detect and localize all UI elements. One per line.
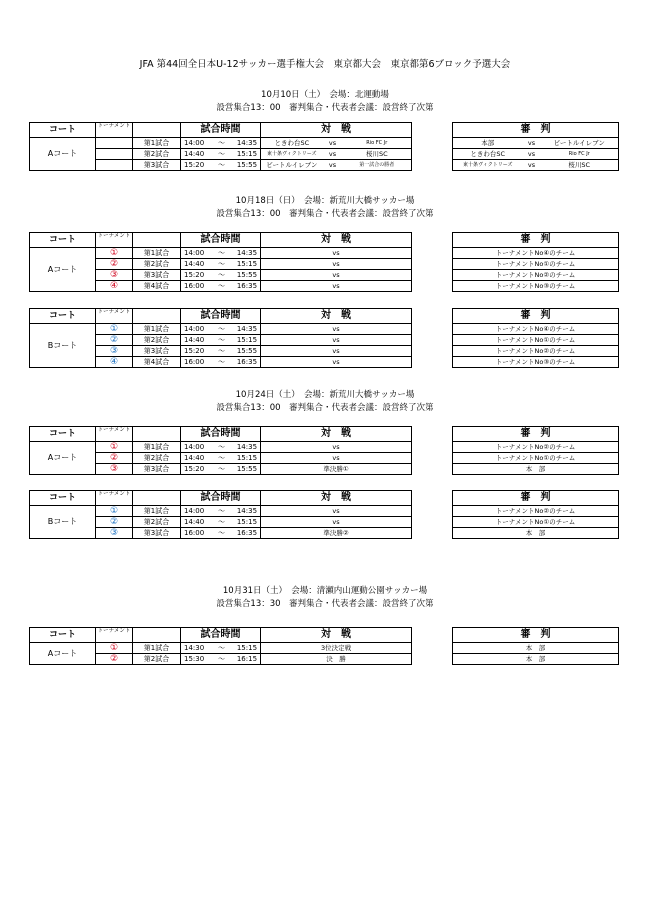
table-row (453, 442, 619, 453)
day-assembly: 設営集合13：00 審判集合・代表者会議：設営終了次第 (216, 403, 434, 413)
table-cell: ～ (215, 464, 229, 475)
table-cell: 14:30 (181, 643, 215, 654)
table-cell: ① (96, 248, 133, 259)
table-cell: 15:20 (181, 464, 215, 475)
table-cell (133, 628, 181, 643)
table-row (453, 138, 619, 149)
table-cell: 桜川SC (541, 160, 619, 171)
table-cell: トーナメントNo②のチーム (453, 442, 619, 453)
table-cell: vs (323, 149, 343, 160)
table-cell: 本部 (453, 138, 523, 149)
table-cell: 決 勝 (261, 654, 412, 665)
table-row (30, 427, 412, 442)
day-header (0, 195, 650, 221)
header-match: 対 戦 (261, 123, 412, 138)
table-cell: vs (261, 453, 412, 464)
day-venue: 10月10日（土） 会場：北運動場 (261, 90, 389, 100)
table-row (453, 517, 619, 528)
table-cell: ② (96, 654, 133, 665)
table-cell: ～ (215, 335, 229, 346)
table-cell: トーナメント (96, 427, 133, 442)
table-cell: ～ (215, 270, 229, 281)
table-cell: 14:35 (229, 506, 261, 517)
table-cell: 対 戦 (261, 233, 412, 248)
table-cell: ～ (215, 528, 229, 539)
table-cell: vs (261, 248, 412, 259)
table-cell: コート (30, 233, 96, 248)
table-cell: ビートルイレブン (541, 138, 619, 149)
table-cell: 第3試合 (133, 160, 181, 171)
table-cell: 対 戦 (261, 427, 412, 442)
table-row (453, 248, 619, 259)
table-cell: ～ (215, 357, 229, 368)
table-cell: 本 部 (453, 643, 619, 654)
table-cell (133, 309, 181, 324)
table-cell: ～ (215, 160, 229, 171)
table-cell: ～ (215, 149, 229, 160)
table-cell: ② (96, 517, 133, 528)
table-row (30, 324, 412, 335)
table-cell: コート (30, 309, 96, 324)
table-row (30, 442, 412, 453)
table-cell: vs (323, 160, 343, 171)
table-cell: 準決勝① (261, 464, 412, 475)
table-cell (133, 491, 181, 506)
table-cell: ～ (215, 517, 229, 528)
schedule-table (29, 232, 412, 292)
table-cell: 15:15 (229, 259, 261, 270)
table-cell: コート (30, 491, 96, 506)
table-cell: ④ (96, 281, 133, 292)
table-cell: 第1試合 (133, 324, 181, 335)
table-cell: トーナメントNo①のチーム (453, 259, 619, 270)
table-row (453, 427, 619, 442)
header-referee: 審 判 (453, 123, 619, 138)
table-cell: 14:00 (181, 442, 215, 453)
table-row (453, 149, 619, 160)
table-cell: ～ (215, 324, 229, 335)
table-cell: vs (261, 324, 412, 335)
table-cell (133, 427, 181, 442)
table-cell: 東十条ヴィクトリーズ (261, 149, 323, 160)
table-cell: 審 判 (453, 309, 619, 324)
table-cell: トーナメントNo③のチーム (453, 281, 619, 292)
table-cell: 15:15 (229, 453, 261, 464)
table-cell: ～ (215, 643, 229, 654)
court-label: Aコート (30, 442, 96, 475)
referee-table (452, 122, 619, 171)
table-cell: 第4試合 (133, 281, 181, 292)
table-cell: トーナメント (96, 628, 133, 643)
table-row (30, 138, 412, 149)
table-cell: ① (96, 643, 133, 654)
table-cell: ④ (96, 357, 133, 368)
table-row (453, 259, 619, 270)
table-cell: トーナメントNo①のチーム (453, 335, 619, 346)
table-cell: 16:35 (229, 357, 261, 368)
referee-table (452, 232, 619, 292)
table-row (453, 628, 619, 643)
table-cell: 15:55 (229, 464, 261, 475)
table-cell: 対 戦 (261, 491, 412, 506)
table-cell: 第1試合 (133, 248, 181, 259)
table-cell: 14:00 (181, 324, 215, 335)
table-cell: トーナメントNo④のチーム (453, 324, 619, 335)
day-assembly: 設営集合13：00 審判集合・代表者会議：設営終了次第 (216, 103, 434, 113)
table-cell: 試合時間 (181, 491, 261, 506)
header-court: コート (30, 123, 96, 138)
table-cell: 15:15 (229, 335, 261, 346)
table-cell: 16:00 (181, 528, 215, 539)
table-cell: トーナメントNo②のチーム (453, 270, 619, 281)
table-cell (96, 160, 133, 171)
table-cell: 14:35 (229, 138, 261, 149)
table-cell: 第一試合の勝者 (343, 160, 412, 171)
day-assembly: 設営集合13：00 審判集合・代表者会議：設営終了次第 (216, 209, 434, 219)
table-cell: ② (96, 335, 133, 346)
table-cell: 15:15 (229, 643, 261, 654)
table-cell: ～ (215, 442, 229, 453)
table-cell: トーナメント (96, 309, 133, 324)
table-cell: ～ (215, 346, 229, 357)
day-header (0, 389, 650, 415)
table-cell (96, 149, 133, 160)
table-cell: vs (261, 517, 412, 528)
table-cell: 15:20 (181, 346, 215, 357)
table-cell: Rio FC Jr (541, 149, 619, 160)
table-cell: 16:00 (181, 281, 215, 292)
table-cell: 本 部 (453, 654, 619, 665)
table-cell: 14:35 (229, 324, 261, 335)
table-cell: 15:30 (181, 654, 215, 665)
table-cell: 14:40 (181, 453, 215, 464)
table-cell: 審 判 (453, 233, 619, 248)
table-row (453, 309, 619, 324)
table-row (453, 357, 619, 368)
table-cell: 第2試合 (133, 517, 181, 528)
table-cell: 本 部 (453, 464, 619, 475)
table-row (30, 123, 412, 138)
court-label: Bコート (30, 506, 96, 539)
page-title: JFA 第44回全日本U-12サッカー選手権大会 東京都大会 東京都第6ブロック予選大会 (139, 59, 511, 70)
table-cell: 第1試合 (133, 643, 181, 654)
table-cell: ～ (215, 654, 229, 665)
day-header (0, 89, 650, 115)
referee-table (452, 627, 619, 665)
day-venue: 10月18日（日） 会場：新荒川大橋サッカー場 (235, 196, 415, 206)
day-header (0, 585, 650, 611)
table-cell: 第3試合 (133, 464, 181, 475)
court-label: Bコート (30, 324, 96, 368)
table-cell: ～ (215, 506, 229, 517)
table-cell: ③ (96, 270, 133, 281)
table-cell: 16:35 (229, 281, 261, 292)
table-cell: 試合時間 (181, 427, 261, 442)
table-row (453, 346, 619, 357)
table-cell: 第1試合 (133, 138, 181, 149)
referee-table (452, 426, 619, 475)
table-cell: 第2試合 (133, 149, 181, 160)
table-cell: 審 判 (453, 427, 619, 442)
table-cell: ～ (215, 453, 229, 464)
table-cell: トーナメント (96, 233, 133, 248)
table-cell: 第3試合 (133, 346, 181, 357)
table-cell: 第2試合 (133, 453, 181, 464)
table-cell: 15:55 (229, 270, 261, 281)
table-row (30, 506, 412, 517)
table-cell: vs (523, 160, 541, 171)
table-cell: ② (96, 259, 133, 270)
table-cell: ③ (96, 528, 133, 539)
table-row (30, 643, 412, 654)
table-cell: ① (96, 442, 133, 453)
schedule-table (29, 426, 412, 475)
table-cell: 準決勝② (261, 528, 412, 539)
table-cell: ③ (96, 464, 133, 475)
court-label: Aコート (30, 643, 96, 665)
table-cell: 16:15 (229, 654, 261, 665)
table-row (30, 309, 412, 324)
table-row (30, 233, 412, 248)
table-cell: 16:35 (229, 528, 261, 539)
table-cell: 審 判 (453, 491, 619, 506)
table-cell: ～ (215, 281, 229, 292)
table-cell: 14:35 (229, 442, 261, 453)
table-cell: 審 判 (453, 628, 619, 643)
day-venue: 10月31日（土） 会場：清瀬内山運動公園サッカー場 (222, 586, 428, 596)
table-row (453, 464, 619, 475)
day-assembly: 設営集合13：30 審判集合・代表者会議：設営終了次第 (216, 599, 434, 609)
day-venue: 10月24日（土） 会場：新荒川大橋サッカー場 (235, 390, 415, 400)
table-cell: 試合時間 (181, 628, 261, 643)
table-cell: Rio FC Jr (343, 138, 412, 149)
schedule-table (29, 627, 412, 665)
table-cell: 3位決定戦 (261, 643, 412, 654)
table-row (453, 281, 619, 292)
table-cell: トーナメントNo②のチーム (453, 346, 619, 357)
table-cell: ② (96, 453, 133, 464)
referee-table (452, 308, 619, 368)
table-row (453, 491, 619, 506)
table-cell: ～ (215, 248, 229, 259)
table-cell: 第2試合 (133, 259, 181, 270)
table-cell (133, 233, 181, 248)
table-cell: 東十条ヴィクトリーズ (453, 160, 523, 171)
table-cell: vs (261, 506, 412, 517)
table-cell: トーナメントNo④のチーム (453, 248, 619, 259)
table-cell: 14:00 (181, 506, 215, 517)
table-cell: 第3試合 (133, 270, 181, 281)
header-tournament: トーナメント (96, 123, 133, 138)
table-cell: 15:20 (181, 270, 215, 281)
court-label: Aコート (30, 248, 96, 292)
referee-table (452, 490, 619, 539)
table-cell: 第1試合 (133, 506, 181, 517)
table-cell: 15:15 (229, 149, 261, 160)
table-cell: vs (523, 149, 541, 160)
table-cell: 14:40 (181, 517, 215, 528)
table-cell: vs (261, 442, 412, 453)
table-row (453, 160, 619, 171)
table-cell: vs (323, 138, 343, 149)
table-cell: 対 戦 (261, 628, 412, 643)
table-cell: トーナメントNo①のチーム (453, 453, 619, 464)
table-cell: vs (261, 357, 412, 368)
table-row (30, 491, 412, 506)
table-row (453, 528, 619, 539)
table-cell: 本 部 (453, 528, 619, 539)
table-cell: vs (261, 346, 412, 357)
table-row (30, 628, 412, 643)
schedule-table (29, 308, 412, 368)
table-row (453, 643, 619, 654)
table-cell: ① (96, 324, 133, 335)
table-cell: ときわ台SC (261, 138, 323, 149)
court-label: Aコート (30, 138, 96, 171)
table-row (453, 654, 619, 665)
table-cell: 15:55 (229, 346, 261, 357)
table-cell: 14:40 (181, 149, 215, 160)
table-cell: 14:40 (181, 335, 215, 346)
table-row (453, 324, 619, 335)
table-cell: vs (523, 138, 541, 149)
table-cell: ～ (215, 259, 229, 270)
table-cell: トーナメント (96, 491, 133, 506)
table-cell: 第2試合 (133, 335, 181, 346)
table-row (453, 233, 619, 248)
table-cell: トーナメントNo②のチーム (453, 506, 619, 517)
table-cell: 15:55 (229, 160, 261, 171)
table-cell (133, 123, 181, 138)
table-cell: ときわ台SC (453, 149, 523, 160)
table-cell: 14:00 (181, 248, 215, 259)
table-cell: vs (261, 281, 412, 292)
table-cell: 15:15 (229, 517, 261, 528)
table-cell: 14:35 (229, 248, 261, 259)
table-cell: 桜川SC (343, 149, 412, 160)
table-row (30, 248, 412, 259)
table-row (453, 270, 619, 281)
table-cell: ① (96, 506, 133, 517)
table-cell: コート (30, 628, 96, 643)
table-cell: vs (261, 259, 412, 270)
table-cell: ～ (215, 138, 229, 149)
table-cell: 第2試合 (133, 654, 181, 665)
table-cell: トーナメントNo③のチーム (453, 357, 619, 368)
table-cell: 16:00 (181, 357, 215, 368)
table-cell: ビートルイレブン (261, 160, 323, 171)
table-cell: 第1試合 (133, 442, 181, 453)
table-cell: 試合時間 (181, 233, 261, 248)
table-cell: 第3試合 (133, 528, 181, 539)
table-cell: vs (261, 335, 412, 346)
table-row (453, 335, 619, 346)
table-cell: 第4試合 (133, 357, 181, 368)
table-cell: 対 戦 (261, 309, 412, 324)
table-cell (96, 138, 133, 149)
table-row (453, 453, 619, 464)
header-time: 試合時間 (181, 123, 261, 138)
table-cell: 15:20 (181, 160, 215, 171)
table-row (453, 123, 619, 138)
table-cell: 試合時間 (181, 309, 261, 324)
table-cell: ③ (96, 346, 133, 357)
table-cell: vs (261, 270, 412, 281)
schedule-table (29, 490, 412, 539)
table-row (453, 506, 619, 517)
schedule-table (29, 122, 412, 171)
table-cell: トーナメントNo①のチーム (453, 517, 619, 528)
table-cell: 14:00 (181, 138, 215, 149)
table-cell: 14:40 (181, 259, 215, 270)
table-cell: コート (30, 427, 96, 442)
